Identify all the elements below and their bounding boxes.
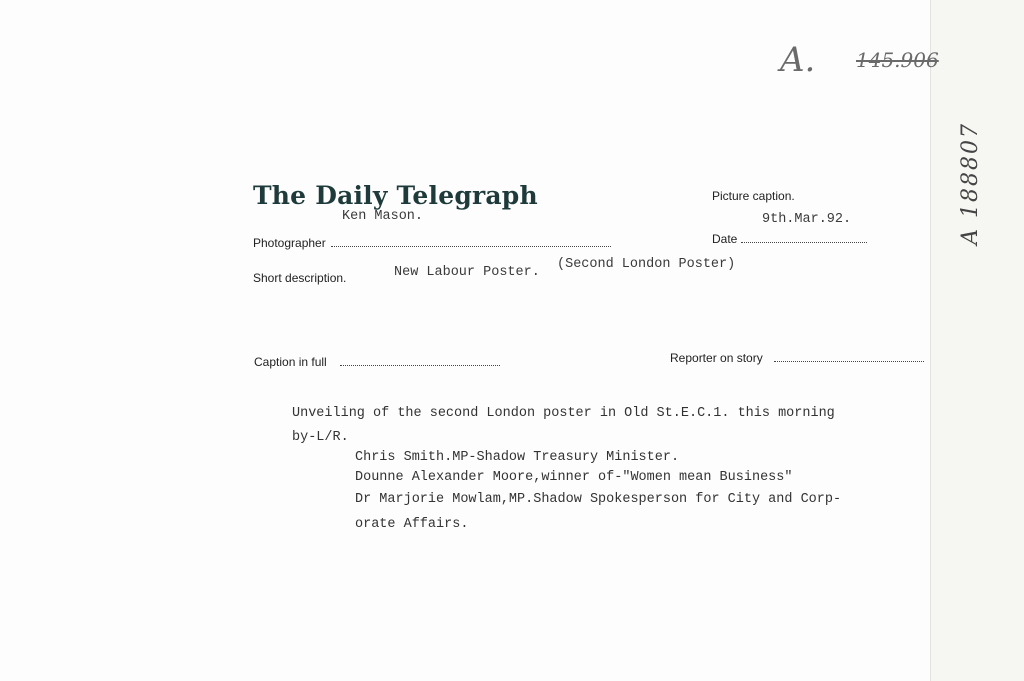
handwritten-struck-number: 145.906	[856, 48, 939, 72]
handwritten-letter: A.	[780, 40, 816, 80]
caption-line-2: by-L/R.	[292, 430, 349, 445]
sheet-edge-strip	[930, 0, 1024, 681]
photographer-label: Photographer	[253, 236, 326, 250]
short-description-note: (Second London Poster)	[557, 257, 736, 272]
handwritten-annotation	[780, 40, 815, 80]
date-dotted-line	[741, 232, 867, 243]
photographer-dotted-line	[331, 236, 611, 247]
caption-line-3: Chris Smith.MP-Shadow Treasury Minister.	[355, 450, 680, 465]
short-description-value: New Labour Poster.	[394, 265, 540, 280]
caption-line-1: Unveiling of the second London poster in Old St.E.C.1. this morning	[292, 406, 835, 421]
reporter-dotted-line	[774, 351, 924, 362]
caption-in-full-label: Caption in full	[254, 355, 327, 369]
date-value: 9th.Mar.92.	[762, 212, 852, 227]
caption-line-6: orate Affairs.	[355, 517, 469, 532]
reporter-label: Reporter on story	[670, 351, 763, 365]
picture-caption-label: Picture caption.	[712, 189, 795, 203]
newspaper-masthead: The Daily Telegraph	[253, 181, 538, 210]
date-label: Date	[712, 232, 738, 246]
caption-line-4: Dounne Alexander Moore,winner of-"Women mean Business"	[355, 470, 793, 485]
archive-id-vertical: A 188807	[958, 122, 983, 245]
photographer-value: Ken Mason.	[342, 209, 424, 224]
short-description-label: Short description.	[253, 271, 347, 285]
caption-line-5: Dr Marjorie Mowlam,MP.Shadow Spokesperson for City and Corp-	[355, 492, 842, 507]
caption-dotted-line	[340, 355, 500, 366]
